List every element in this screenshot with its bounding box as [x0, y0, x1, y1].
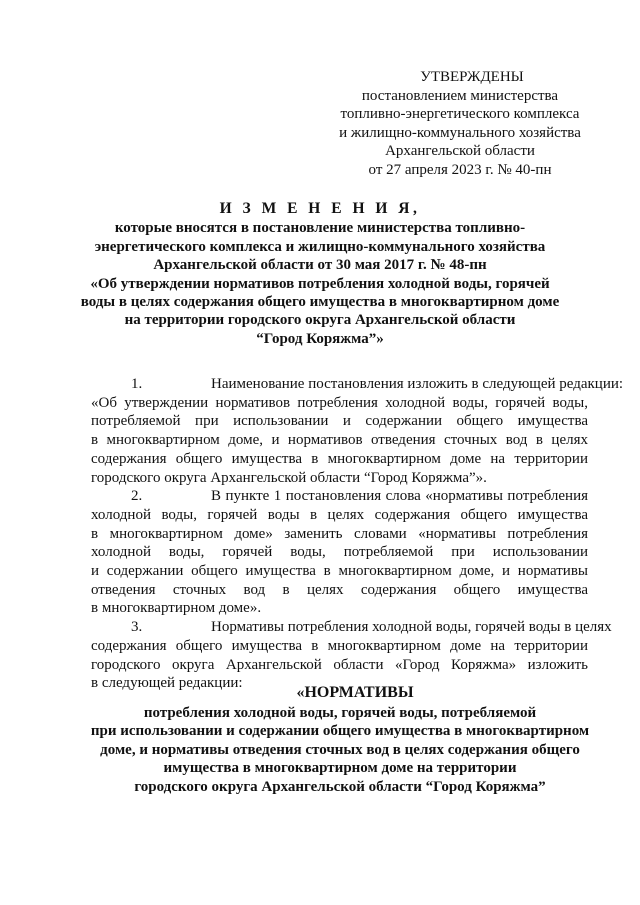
norms-line: потребления холодной воды, горячей воды, потребляемой — [143, 704, 537, 721]
paragraph-line: отведения сточных вод в целях содержания общего имущества — [91, 581, 588, 598]
paragraph-line: «Об утверждении нормативов потребления холодной воды, горячей воды, — [91, 394, 588, 411]
approval-line: топливно-энергетического комплекса — [340, 106, 580, 123]
paragraph-line: в многоквартирном доме». — [91, 600, 262, 617]
paragraph-line: 3. Нормативы потребления холодной воды, горячей воды в целях — [131, 619, 612, 636]
title-line: воды в целях содержания общего имущества в многоквартирном доме — [80, 294, 560, 311]
paragraph-line: холодной воды, горячей воды, потребляемой при использовании — [91, 544, 588, 561]
norms-title — [80, 684, 600, 796]
title-line: на территории городского округа Архангельской области — [124, 312, 516, 329]
norms-line: имущества в многоквартирном доме на территории — [163, 760, 517, 776]
norms-line: при использовании и содержании общего имущества в многоквартирном — [90, 723, 590, 739]
document-title — [80, 200, 560, 348]
title-line: энергетического комплекса и жилищно-коммунального хозяйства — [94, 238, 546, 255]
item-number: 1. — [131, 376, 143, 392]
paragraph-line: содержания общего имущества в многоквартирном доме на территории — [91, 450, 588, 467]
title-line: Архангельской области от 30 мая 2017 г. № 48-пн — [153, 257, 487, 274]
approval-line: Архангельской области — [385, 143, 535, 160]
norms-line: городского округа Архангельской области “Город Коряжма” — [134, 778, 546, 795]
norms-heading: «НОРМАТИВЫ — [296, 684, 414, 701]
paragraph-line: городского округа Архангельской области «Город Коряжма» изложить — [91, 656, 588, 673]
paragraph-line: в многоквартирном доме» заменить словами «нормативы потребления — [91, 525, 588, 542]
approval-stamp — [320, 68, 600, 180]
item-number: 3. — [131, 619, 143, 636]
title-line: «Об утверждении нормативов потребления холодной воды, горячей — [90, 275, 550, 292]
norms-line: доме, и нормативы отведения сточных вод в целях содержания общего — [100, 741, 580, 758]
approval-line: от 27 апреля 2023 г. № 40-пн — [368, 161, 552, 178]
paragraph-line: потребляемой при использовании и содержании общего имущества — [91, 413, 588, 430]
paragraph-line: холодной воды, горячей воды в целях содержания общего имущества — [91, 506, 588, 523]
title-heading: И З М Е Н Е Н И Я, — [219, 200, 421, 217]
approval-line: УТВЕРЖДЕНЫ — [420, 69, 524, 85]
title-line: которые вносятся в постановление министерства топливно- — [114, 220, 526, 237]
document-body — [91, 375, 624, 693]
paragraph-line: содержания общего имущества в многоквартирном доме на территории — [91, 637, 588, 654]
paragraph-line: 1. Наименование постановления изложить в следующей редакции: — [131, 376, 624, 392]
item-number: 2. — [131, 488, 143, 505]
title-line: “Город Коряжма”» — [256, 330, 384, 347]
paragraph-line: и содержании общего имущества в многоквартирном доме, и нормативы — [91, 563, 588, 580]
paragraph-line: в следующей редакции: — [91, 675, 243, 692]
paragraph-line: городского округа Архангельской области “Город Коряжма”». — [91, 469, 487, 486]
approval-line: и жилищно-коммунального хозяйства — [339, 124, 581, 141]
approval-line: постановлением министерства — [361, 87, 559, 104]
paragraph-line: 2. В пункте 1 постановления слова «нормативы потребления — [131, 488, 588, 505]
paragraph-line: в многоквартирном доме, и нормативов отведения сточных вод в целях — [91, 432, 588, 449]
